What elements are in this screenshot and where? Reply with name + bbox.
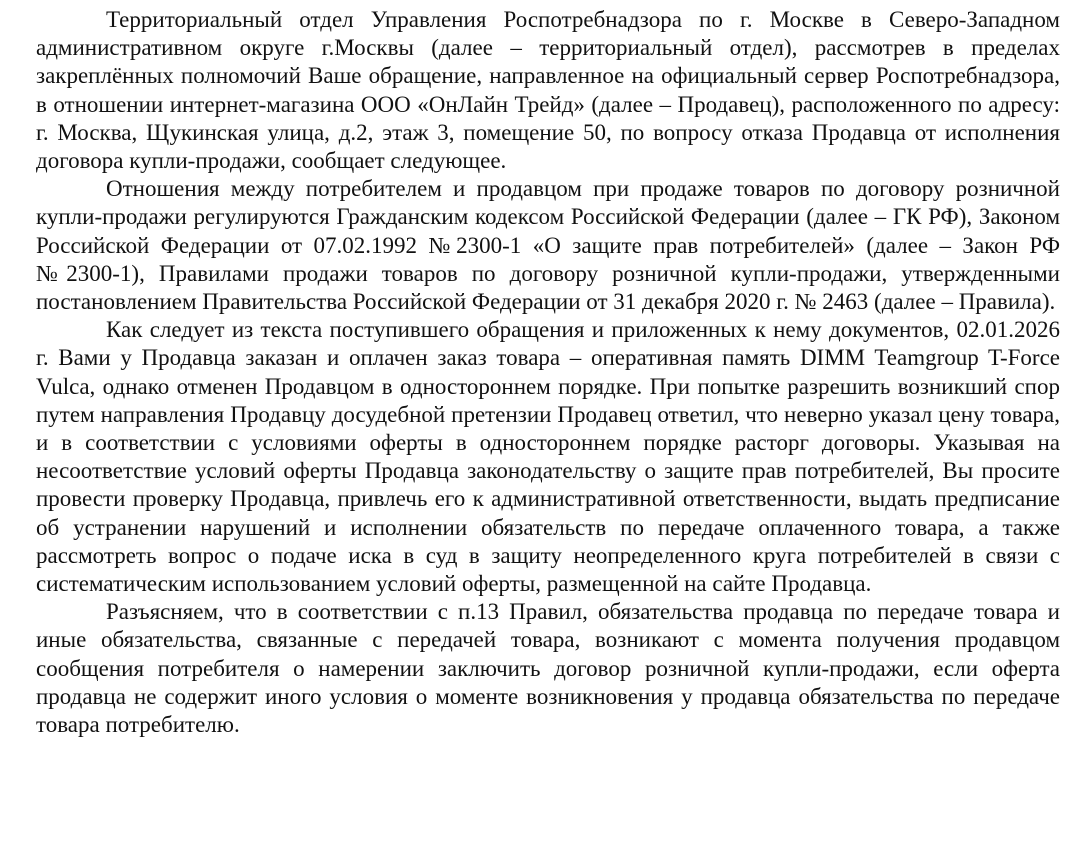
letter-body [36,6,1060,739]
paragraph-introduction: Территориальный отдел Управления Роспотребнадзора по г. Москве в Северо-Западном административном округе г.Москвы (далее – территориальный отдел), рассмотрев в пределах закреплённых полномочий Ваше обращение, направленное на официальный сервер Роспотребнадзора, в отношении интернет-магазина ООО «ОнЛайн Трейд» (далее – Продавец), расположенного по адресу: г. Москва, Щукинская улица, д.2, этаж 3, помещение 50, по вопросу отказа Продавца от исполнения договора купли-продажи, сообщает следующее. [36,7,1060,174]
paragraph-complaint-summary: Как следует из текста поступившего обращения и приложенных к нему документов, 02.01.2026 г. Вами у Продавца заказан и оплачен заказ товара – оперативная память DIMM Teamgroup T-Force Vulca, однако отменен Продавцом в одностороннем порядке. При попытке разрешить возникший спор путем направления Продавцу досудебной претензии Продавец ответил, что неверно указал цену товара, и в соответствии с условиями оферты в одностороннем порядке расторг договоры. Указывая на несоответствие условий оферты Продавца законодательству о защите прав потребителей, Вы просите провести проверку Продавца, привлечь его к административной ответственности, выдать предписание об устранении нарушений и исполнении обязательств по передаче оплаченного товара, а также рассмотреть вопрос о подаче иска в суд в защиту неопределенного круга потребителей в связи с систематическим использованием условий оферты, размещенной на сайте Продавца. [36,317,1060,597]
paragraph-legal-basis: Отношения между потребителем и продавцом при продаже товаров по договору розничной купли-продажи регулируются Гражданским кодексом Российской Федерации (далее – ГК РФ), Законом Российской Федерации от 07.02.1992 №2300-1 «О защите прав потребителей» (далее – Закон РФ №2300-1), Правилами продажи товаров по договору розничной купли-продажи, утвержденными постановлением Правительства Российской Федерации от 31 декабря 2020 г. № 2463 (далее – Правила). [36,176,1060,315]
paragraph-clarification: Разъясняем, что в соответствии с п.13 Правил, обязательства продавца по передаче товара и иные обязательства, связанные с передачей товара, возникают с момента получения продавцом сообщения потребителя о намерении заключить договор розничной купли-продажи, если оферта продавца не содержит иного условия о моменте возникновения у продавца обязательства по передаче товара потребителю. [36,599,1060,738]
